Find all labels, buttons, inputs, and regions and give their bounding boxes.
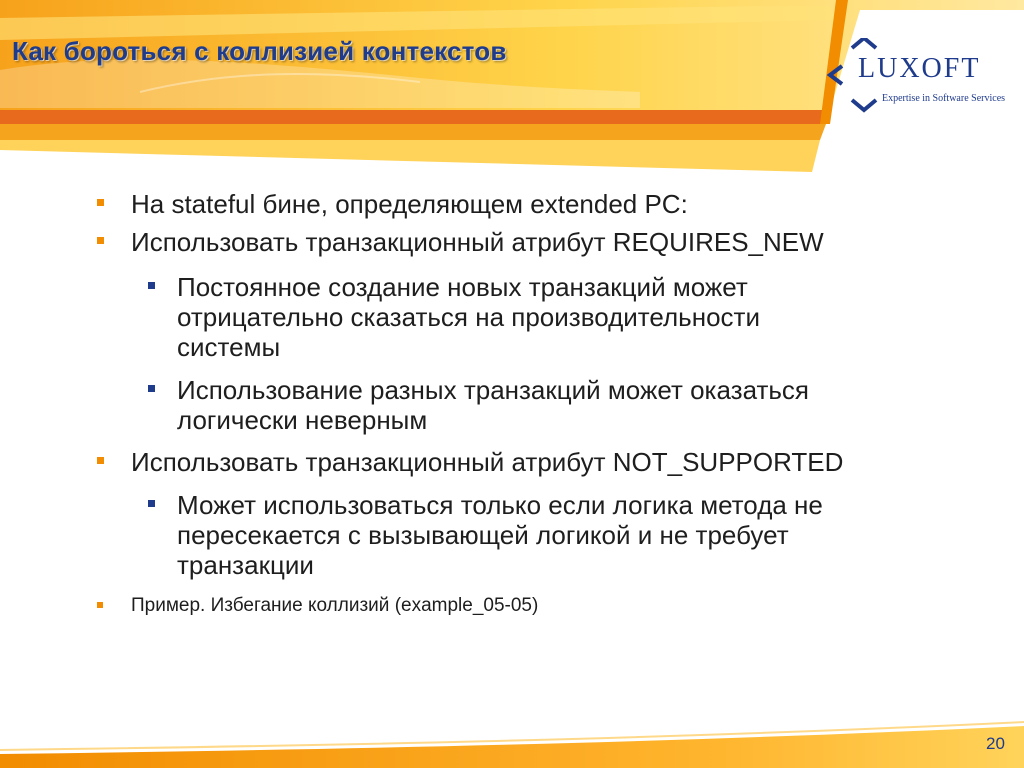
bullet-marker-icon — [97, 237, 104, 244]
bullet-item-example — [97, 594, 538, 617]
bullet-text: Использовать транзакционный атрибут REQUIRES_NEW — [131, 227, 824, 257]
bullet-marker-icon — [97, 199, 104, 206]
sub-bullet-item-method-logic — [148, 490, 823, 580]
bullet-text-line: Может использоваться только если логика метода не — [177, 490, 823, 520]
logo-tagline: Expertise in Software Services — [882, 93, 1006, 104]
logo-wordmark: LUXOFT — [858, 53, 981, 84]
bullet-text: На stateful бине, определяющем extended PC: — [131, 189, 688, 219]
bullet-text-line: пересекается с вызывающей логикой и не требует — [177, 520, 789, 550]
bullet-text-line: транзакции — [177, 550, 314, 580]
sub-bullet-item-performance — [148, 272, 760, 362]
bullet-text: Использовать транзакционный атрибут NOT_SUPPORTED — [131, 447, 844, 477]
footer-band — [0, 720, 1024, 768]
sub-bullet-marker-icon — [148, 282, 155, 289]
bullet-item-not-supported — [97, 448, 843, 477]
bullet-text-line: отрицательно сказаться на производительности — [177, 302, 760, 332]
bullet-text: Пример. Избегание коллизий (example_05-05) — [131, 595, 539, 616]
sub-bullet-marker-icon — [148, 385, 155, 392]
sub-bullet-item-logic — [148, 375, 809, 435]
sub-bullet-marker-icon — [148, 500, 155, 507]
bullet-text-line: системы — [177, 332, 281, 362]
bullet-marker-icon — [97, 602, 103, 608]
slide-title: Как бороться с коллизией контекстов — [12, 36, 507, 66]
bullet-text-line: Использование разных транзакций может оказаться — [177, 375, 810, 405]
bullet-text-line: Постоянное создание новых транзакций может — [177, 272, 748, 302]
page-number: 20 — [986, 734, 1005, 753]
bullet-text-line: логически неверным — [177, 405, 428, 435]
bullet-item-stateful — [97, 190, 688, 219]
bullet-item-requires-new — [97, 228, 824, 257]
bullet-marker-icon — [97, 457, 104, 464]
